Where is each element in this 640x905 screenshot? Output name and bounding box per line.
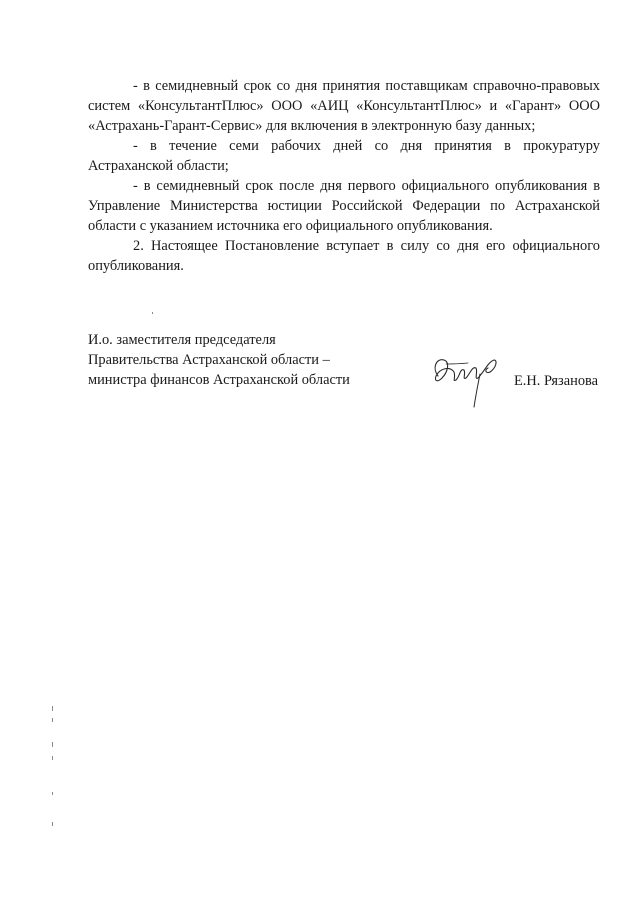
scan-speck [52,756,53,760]
signatory-title [88,330,378,390]
scan-speck [52,742,53,747]
scan-speck [52,706,53,711]
paragraph-entry-into-force: 2. Настоящее Постановление вступает в силу со дня его официального опубликования. [88,238,600,274]
document-body [88,76,600,276]
scan-speck [152,312,153,314]
handwritten-signature [428,352,506,410]
signatory-title-line-2: Правительства Астраханской области – [88,352,330,368]
paragraph-prosecutor: - в течение семи рабочих дней со дня принятия в прокуратуру Астраханской области; [88,138,600,174]
signatory-title-line-3: министра финансов Астраханской области [88,372,350,388]
paragraph-consultant-garant: - в семидневный срок со дня принятия поставщикам справочно-правовых систем «КонсультантПлюс» ООО «АИЦ «КонсультантПлюс» и «Гарант» ООО «Астрахань-Гарант-Сервис» для включения в электронную базу данных; [88,78,600,134]
signatory-name: Е.Н. Рязанова [514,373,599,389]
scan-speck [52,822,53,826]
scan-speck [52,718,53,722]
paragraph-ministry-justice: - в семидневный срок после дня первого официального опубликования в Управление Министерства юстиции Российской Федерации по Астраханской области с указанием источника его официального опубликования. [88,178,600,234]
scan-speck [52,792,53,795]
signatory-title-line-1: И.о. заместителя председателя [88,332,276,348]
